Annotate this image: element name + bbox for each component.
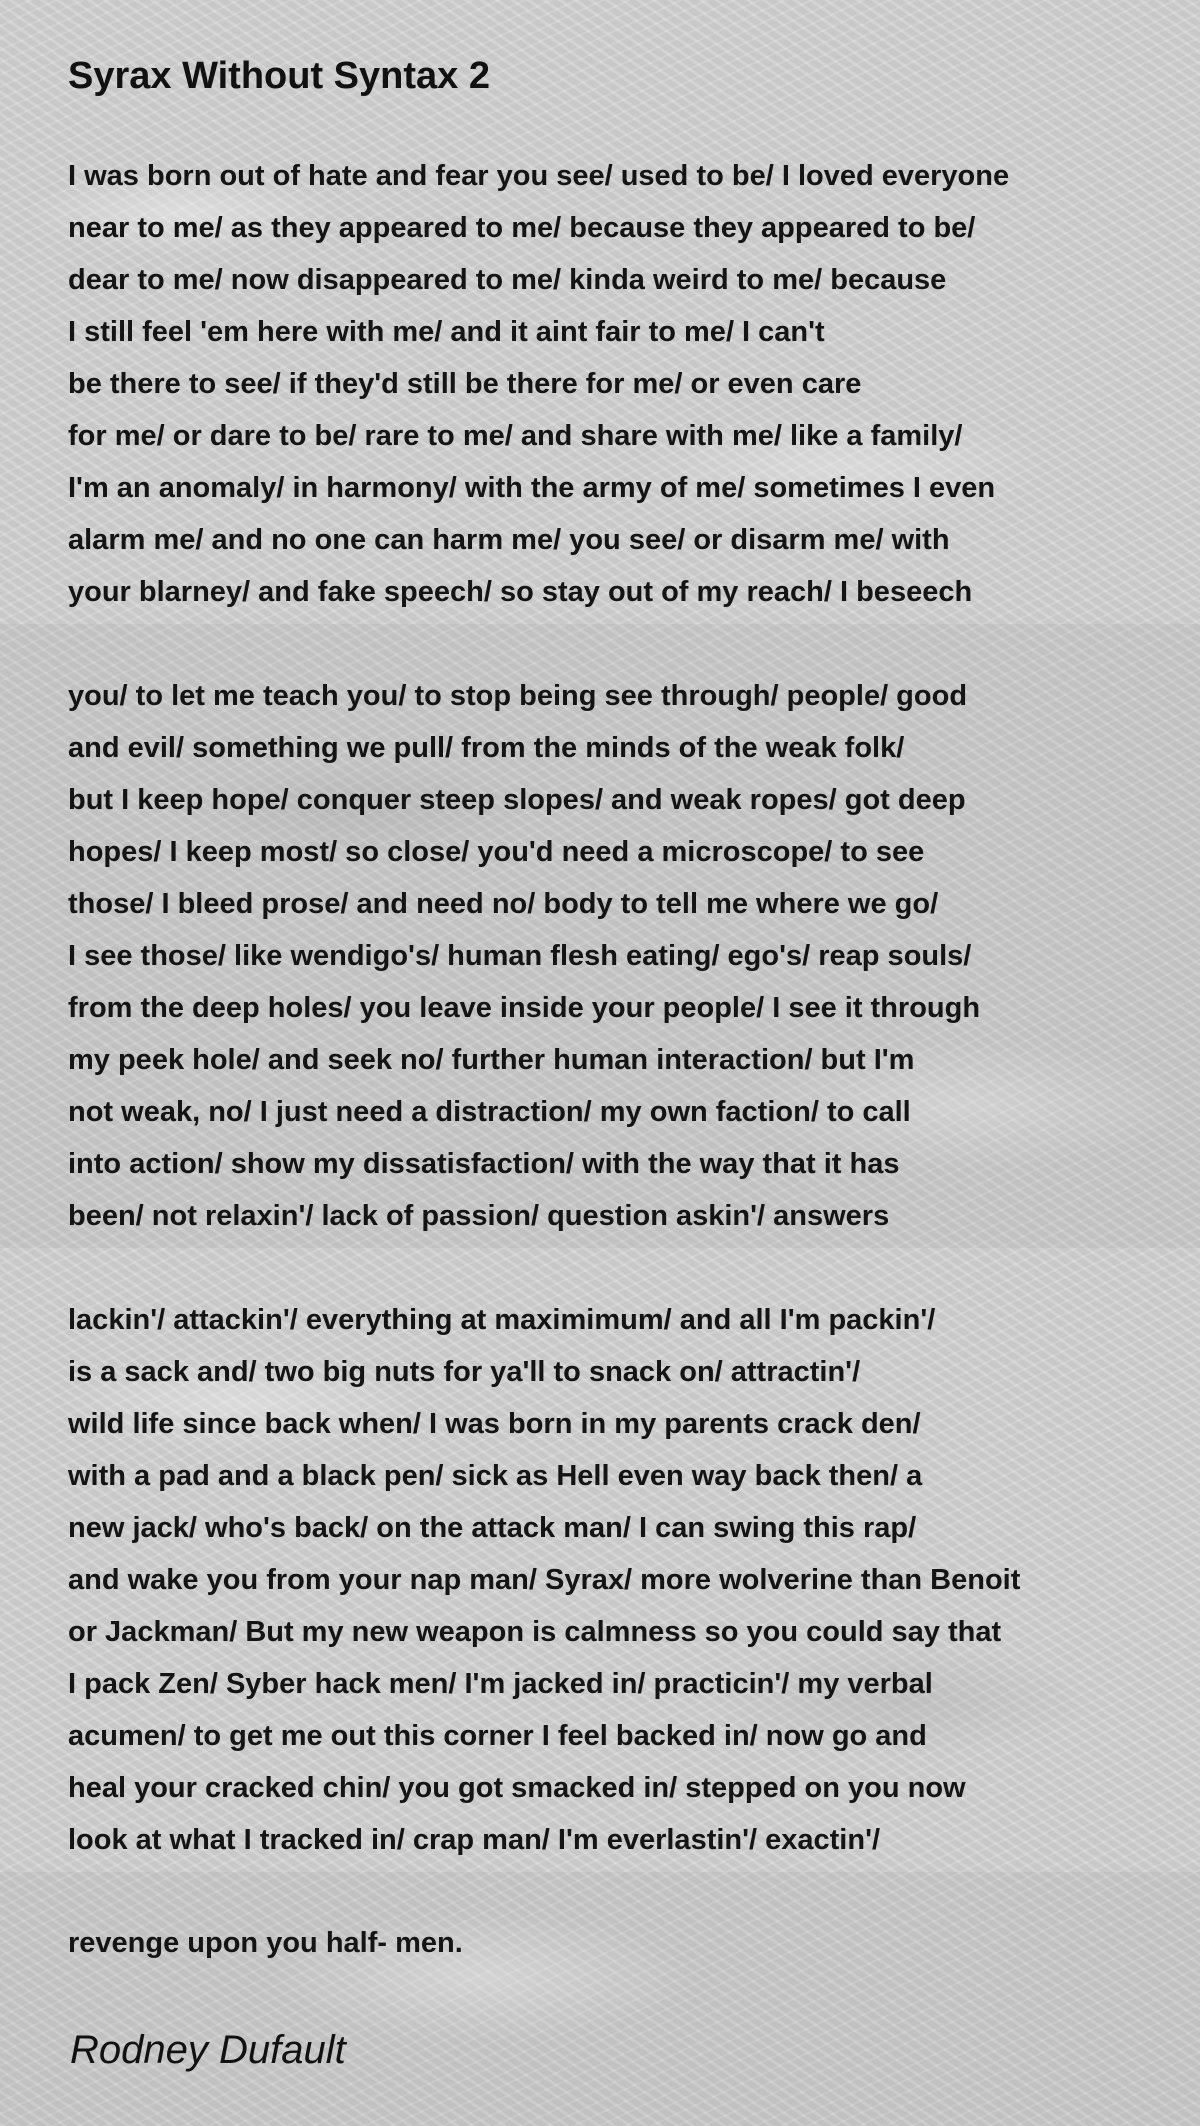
poem-line: I still feel 'em here with me/ and it aint fair to me/ I can't [68,316,825,348]
poem-line: alarm me/ and no one can harm me/ you see/ or disarm me/ with [68,524,950,556]
poem-line: those/ I bleed prose/ and need no/ body to tell me where we go/ [68,888,939,920]
poem-line: I pack Zen/ Syber hack men/ I'm jacked in/ practicin'/ my verbal [68,1668,933,1700]
poem-line: with a pad and a black pen/ sick as Hell even way back then/ a [68,1460,923,1492]
poem-line: heal your cracked chin/ you got smacked in/ stepped on you now [68,1772,966,1804]
poem-line: you/ to let me teach you/ to stop being see through/ people/ good [68,680,968,712]
poem-line: revenge upon you half- men. [68,1927,463,1959]
poem-line: I see those/ like wendigo's/ human flesh eating/ ego's/ reap souls/ [68,940,972,972]
author-name: Rodney Dufault [70,2028,346,2072]
poem-line: from the deep holes/ you leave inside your people/ I see it through [68,992,981,1024]
poem-line: my peek hole/ and seek no/ further human interaction/ but I'm [68,1044,915,1076]
poem-line: been/ not relaxin'/ lack of passion/ question askin'/ answers [68,1200,890,1232]
poem-line: but I keep hope/ conquer steep slopes/ and weak ropes/ got deep [68,784,966,816]
stanza-1 [68,150,1009,618]
poem-line: new jack/ who's back/ on the attack man/ I can swing this rap/ [68,1512,917,1544]
poem-line: wild life since back when/ I was born in my parents crack den/ [68,1408,921,1440]
poem-line: near to me/ as they appeared to me/ because they appeared to be/ [68,212,976,244]
stanza-4 [68,1917,463,1969]
poem-line: dear to me/ now disappeared to me/ kinda weird to me/ because [68,264,947,296]
poem-line: acumen/ to get me out this corner I feel backed in/ now go and [68,1720,927,1752]
poem-line: for me/ or dare to be/ rare to me/ and share with me/ like a family/ [68,420,963,452]
poem-line: be there to see/ if they'd still be there for me/ or even care [68,368,862,400]
poem-line: look at what I tracked in/ crap man/ I'm everlastin'/ exactin'/ [68,1824,881,1856]
stanza-2 [68,670,980,1242]
poem-line: I'm an anomaly/ in harmony/ with the army of me/ sometimes I even [68,472,996,504]
poem-line: hopes/ I keep most/ so close/ you'd need a microscope/ to see [68,836,925,868]
poem-line: and wake you from your nap man/ Syrax/ more wolverine than Benoit [68,1564,1021,1596]
poem-title: Syrax Without Syntax 2 [68,55,490,97]
poem-line: or Jackman/ But my new weapon is calmness so you could say that [68,1616,1002,1648]
poem-line: not weak, no/ I just need a distraction/ my own faction/ to call [68,1096,911,1128]
background-band-4 [0,1872,1200,2126]
poem-line: I was born out of hate and fear you see/ used to be/ I loved everyone [68,160,1010,192]
poem-line: lackin'/ attackin'/ everything at maximimum/ and all I'm packin'/ [68,1304,936,1336]
stanza-3 [68,1294,1020,1866]
poem-line: into action/ show my dissatisfaction/ with the way that it has [68,1148,900,1180]
poem-line: is a sack and/ two big nuts for ya'll to snack on/ attractin'/ [68,1356,861,1388]
poem-line: and evil/ something we pull/ from the minds of the weak folk/ [68,732,905,764]
poem-line: your blarney/ and fake speech/ so stay out of my reach/ I beseech [68,576,973,608]
